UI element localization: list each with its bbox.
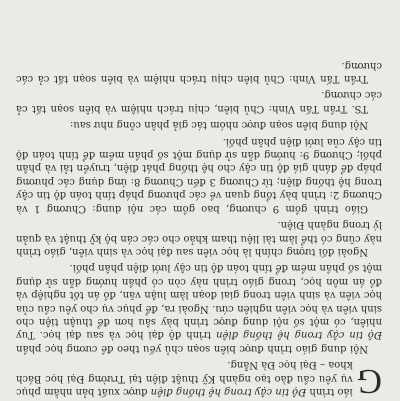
intro-text-post: được xuất bản nhằm phục vụ yêu cầu đào tạo ngành Kỹ thuật điện tại Trường Đại học Bách khoa – Đại học Đà Nẵng. [16, 359, 353, 397]
paragraph-chapters: Giáo trình gồm 9 chương, bao gồm các nội dung: Chương 1 và Chương 2: trình bày tổng quan về các phương pháp tính toán độ tin cậy trong hệ thống điện; từ Chương 3 đến Chương 8: ứng dụng các phương pháp để đánh giá độ tin cậy cho hệ thống phát điện, truyền tải và phân phối; Chương 9: hướng dẫn sử dụng một số phần mềm để tính toán độ tin cậy của lưới điện phân phối. [16, 135, 382, 214]
p1-text-post: trình độ đại học và sau đại học. Tuy nhiên, có một số nội dung được trình bày sâu hơn để thuận tiện cho sinh viên và học viên nghiên cứu. Ngoài ra, để phục vụ cho yêu cầu của học viên và sinh viên trong giai đoạn làm luận văn, đồ án tốt nghiệp và đồ án môn học, trong giáo trình này còn có phần hướng dẫn sử dụng một số phần mềm để tính toán độ tin cậy lưới điện phân phối. [16, 262, 382, 341]
paragraph-content-scope [16, 261, 382, 355]
paragraph-audience: Ngoài đối tượng chính là học viên sau đại học và sinh viên, giáo trình này cũng có thể làm tài liệu tham khảo cho các cán bộ kỹ thuật và quản lý trong ngành Điện. [16, 219, 382, 257]
text-column [16, 55, 382, 401]
p1-course-title: Độ tin cậy trong hệ thống điện [216, 329, 382, 341]
drop-cap: G [356, 362, 382, 401]
intro-text-pre: iáo trình [306, 386, 353, 397]
intro-paragraph [16, 358, 382, 401]
intro-book-title: Độ tin cậy trong hệ thống điện [150, 386, 307, 397]
paragraph-author-entry-cutoff: Trần Tấn Vinh: Chủ biên chịu trách nhiệm và biên soạn tất cả các chương. [16, 59, 382, 85]
paragraph-authors-intro: Nội dung biên soạn được nhóm tác giả phân công như sau: [69, 119, 368, 131]
p1-text-pre: Nội dung giáo trình được biên soạn chủ yếu theo đề cương học phần [16, 342, 368, 354]
paragraph-author-entry: TS. Trần Tấn Vinh: Chủ biên, chịu trách nhiệm và biên soạn tất cả các chương. [16, 89, 382, 114]
